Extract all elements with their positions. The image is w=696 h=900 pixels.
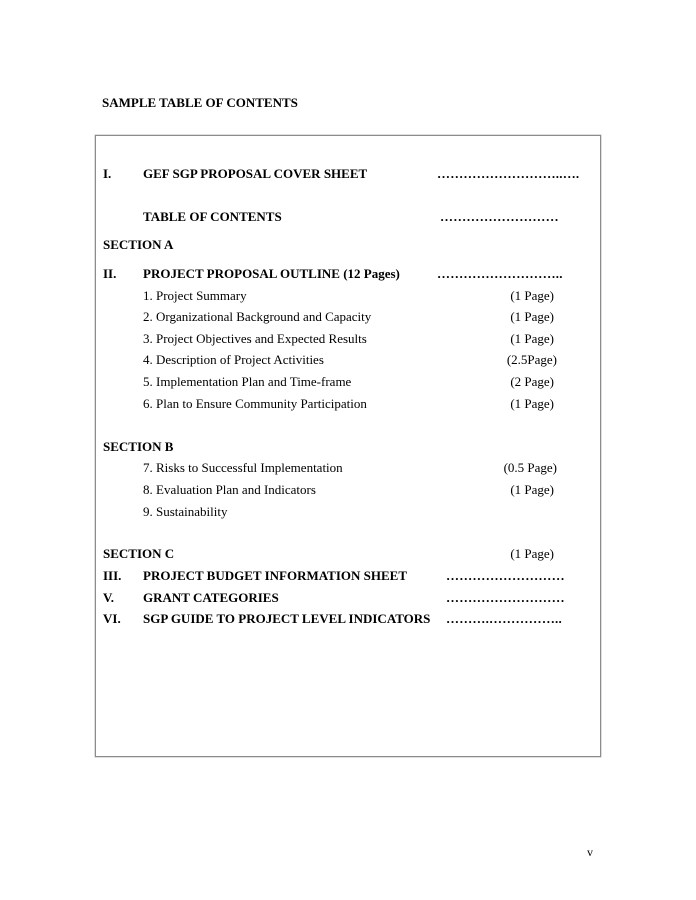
toc-item-organizational-background	[96, 308, 600, 326]
toc-leader-dots: ………………………	[446, 590, 565, 605]
toc-page-count: (2.5Page)	[506, 352, 557, 367]
toc-label: 5. Implementation Plan and Time-frame	[143, 374, 352, 389]
toc-page-count: (1 Page)	[510, 546, 554, 561]
page-number: v	[587, 845, 593, 859]
toc-leader-dots: ………………………..….	[437, 166, 580, 181]
toc-section-c	[96, 545, 600, 563]
toc-item-project-activities	[96, 351, 600, 369]
toc-entry-table-of-contents	[96, 208, 600, 226]
section-heading: SECTION C	[103, 546, 175, 561]
toc-numeral: VI.	[103, 611, 121, 626]
toc-numeral: II.	[103, 266, 117, 281]
toc-entry-project-level-indicators	[96, 610, 600, 628]
toc-entry-grant-categories	[96, 589, 600, 607]
toc-page-count: (1 Page)	[510, 396, 554, 411]
toc-label: 7. Risks to Successful Implementation	[143, 460, 343, 475]
toc-label: GRANT CATEGORIES	[143, 590, 279, 605]
toc-page-count: (1 Page)	[510, 482, 554, 497]
toc-page-count: (1 Page)	[510, 288, 554, 303]
toc-label: PROJECT BUDGET INFORMATION SHEET	[143, 568, 408, 583]
toc-leader-dots: ………………………	[440, 209, 559, 224]
toc-label: 3. Project Objectives and Expected Results	[143, 331, 367, 346]
toc-label: TABLE OF CONTENTS	[143, 209, 282, 224]
toc-numeral: I.	[103, 166, 112, 181]
toc-entry-budget-information-sheet	[96, 567, 600, 585]
toc-label: 4. Description of Project Activities	[143, 352, 324, 367]
toc-page-count: (0.5 Page)	[503, 460, 557, 475]
toc-label: 2. Organizational Background and Capacity	[143, 309, 372, 324]
toc-numeral: III.	[103, 568, 122, 583]
toc-page-count: (1 Page)	[510, 309, 554, 324]
document-title: SAMPLE TABLE OF CONTENTS	[102, 95, 298, 110]
toc-section-a	[96, 236, 600, 254]
toc-item-implementation-plan	[96, 373, 600, 391]
toc-item-community-participation	[96, 395, 600, 413]
toc-label: PROJECT PROPOSAL OUTLINE (12 Pages)	[143, 266, 400, 281]
toc-leader-dots: ………………………	[446, 568, 565, 583]
toc-page-count: (1 Page)	[510, 331, 554, 346]
toc-page-count: (2 Page)	[510, 374, 554, 389]
toc-item-project-summary	[96, 287, 600, 305]
toc-item-evaluation-plan	[96, 481, 600, 499]
toc-entry-project-proposal-outline	[96, 265, 600, 283]
toc-leader-dots: ………………………..	[437, 266, 563, 281]
toc-numeral: V.	[103, 590, 114, 605]
toc-label: GEF SGP PROPOSAL COVER SHEET	[143, 166, 368, 181]
toc-section-b	[96, 438, 600, 456]
toc-item-sustainability	[96, 503, 600, 521]
toc-label: 9. Sustainability	[143, 504, 228, 519]
toc-label: 1. Project Summary	[143, 288, 247, 303]
section-heading: SECTION A	[103, 237, 174, 252]
toc-label: 8. Evaluation Plan and Indicators	[143, 482, 316, 497]
toc-label: SGP GUIDE TO PROJECT LEVEL INDICATORS	[143, 611, 431, 626]
toc-leader-dots: ……….……………..	[446, 611, 562, 626]
toc-entry-cover-sheet	[96, 165, 600, 183]
toc-item-risks	[96, 459, 600, 477]
toc-label: 6. Plan to Ensure Community Participation	[143, 396, 367, 411]
section-heading: SECTION B	[103, 439, 174, 454]
toc-item-project-objectives	[96, 330, 600, 348]
table-of-contents-box	[95, 135, 601, 757]
